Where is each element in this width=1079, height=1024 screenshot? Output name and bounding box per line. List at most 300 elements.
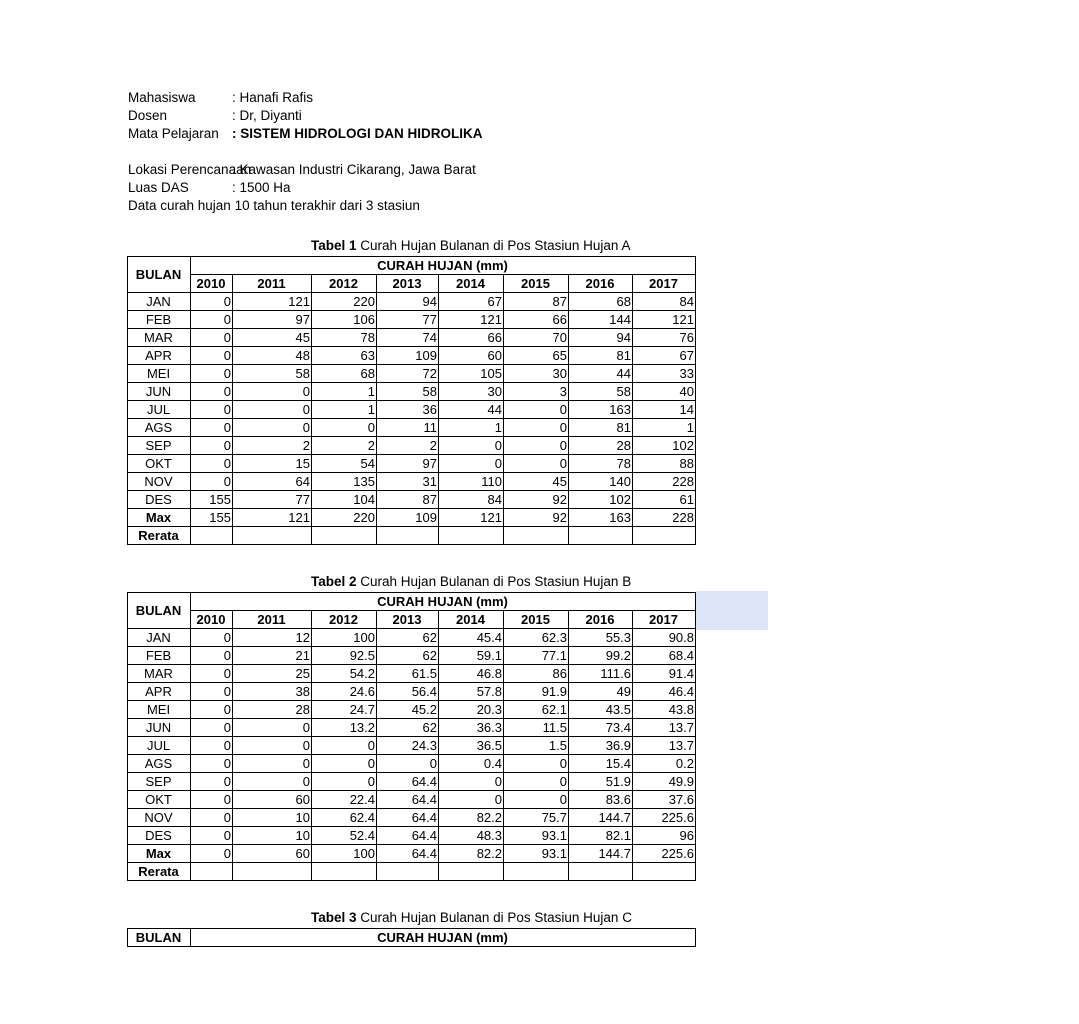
value-cell: 0 — [377, 755, 439, 773]
value-cell — [312, 863, 377, 881]
month-cell: JUN — [128, 383, 191, 401]
year-header: 2010 — [191, 611, 233, 629]
value-cell: 62.3 — [504, 629, 569, 647]
value-cell: 0.4 — [439, 755, 504, 773]
value-cell: 94 — [377, 293, 439, 311]
header-note: Data curah hujan 10 tahun terakhir dari 3 stasiun — [128, 198, 420, 213]
table-row — [128, 719, 696, 737]
month-cell: DES — [128, 827, 191, 845]
value-cell: 0 — [191, 755, 233, 773]
value-cell — [191, 863, 233, 881]
column-header-bulan: BULAN — [128, 257, 191, 293]
value-cell: 37.6 — [633, 791, 696, 809]
month-cell: AGS — [128, 419, 191, 437]
value-cell: 46.4 — [633, 683, 696, 701]
value-cell: 45 — [233, 329, 312, 347]
value-cell: 60 — [233, 845, 312, 863]
value-cell: 60 — [233, 791, 312, 809]
value-cell: 64.4 — [377, 827, 439, 845]
value-cell: 0 — [504, 437, 569, 455]
year-header: 2011 — [233, 611, 312, 629]
value-cell: 140 — [569, 473, 633, 491]
value-cell: 144 — [569, 311, 633, 329]
value-cell: 75.7 — [504, 809, 569, 827]
max-row — [128, 509, 696, 527]
value-cell: 24.7 — [312, 701, 377, 719]
value-cell: 111.6 — [569, 665, 633, 683]
value-cell: 77.1 — [504, 647, 569, 665]
header-line-mahasiswa — [128, 89, 483, 107]
value-cell: 36.5 — [439, 737, 504, 755]
value-cell: 0 — [439, 773, 504, 791]
value-cell: 0 — [504, 773, 569, 791]
table-row — [128, 293, 696, 311]
value-cell: 0 — [312, 755, 377, 773]
value-cell: 25 — [233, 665, 312, 683]
value-cell: 93.1 — [504, 845, 569, 863]
value-cell: 121 — [439, 509, 504, 527]
value-cell: 0 — [191, 629, 233, 647]
value-cell: 3 — [504, 383, 569, 401]
selection-highlight — [696, 591, 768, 630]
month-cell: AGS — [128, 755, 191, 773]
value-cell: 24.3 — [377, 737, 439, 755]
value-cell: 11 — [377, 419, 439, 437]
value-cell: 220 — [312, 293, 377, 311]
value-cell: 92 — [504, 491, 569, 509]
month-cell: FEB — [128, 311, 191, 329]
rainfall-table-a — [127, 256, 696, 545]
table-row — [128, 401, 696, 419]
header-info — [128, 89, 483, 215]
month-cell: NOV — [128, 809, 191, 827]
value-cell: 1 — [312, 383, 377, 401]
value-cell: 88 — [633, 455, 696, 473]
value-cell: 24.6 — [312, 683, 377, 701]
value-cell: 60 — [439, 347, 504, 365]
value-cell: 0 — [233, 401, 312, 419]
value-cell: 0 — [312, 737, 377, 755]
table-3-caption-text: Curah Hujan Bulanan di Pos Stasiun Hujan C — [356, 910, 632, 925]
value-cell: 1 — [439, 419, 504, 437]
month-cell: JUL — [128, 737, 191, 755]
value-cell: 28 — [569, 437, 633, 455]
value-cell: 0 — [312, 419, 377, 437]
year-row — [128, 275, 696, 293]
value-cell: 100 — [312, 629, 377, 647]
value-cell: 0 — [191, 791, 233, 809]
year-header: 2016 — [569, 275, 633, 293]
value-cell: 0 — [233, 719, 312, 737]
value-cell: 225.6 — [633, 845, 696, 863]
value-cell: 228 — [633, 473, 696, 491]
value-cell: 0 — [191, 737, 233, 755]
table-3-label: Tabel 3 — [311, 910, 357, 925]
table-2-caption-text: Curah Hujan Bulanan di Pos Stasiun Hujan B — [356, 574, 632, 589]
table-row — [128, 329, 696, 347]
value-cell: 49 — [569, 683, 633, 701]
value-cell: 225.6 — [633, 809, 696, 827]
value-cell — [439, 527, 504, 545]
value-cell: 43.8 — [633, 701, 696, 719]
value-cell: 55.3 — [569, 629, 633, 647]
rerata-row — [128, 527, 696, 545]
value-cell: 0.2 — [633, 755, 696, 773]
value-cell: 87 — [377, 491, 439, 509]
year-header: 2011 — [233, 275, 312, 293]
year-header: 2016 — [569, 611, 633, 629]
table-row — [128, 737, 696, 755]
value-cell: 87 — [504, 293, 569, 311]
value-cell: 1.5 — [504, 737, 569, 755]
value-cell: 38 — [233, 683, 312, 701]
value-cell: 121 — [439, 311, 504, 329]
value-cell: 63 — [312, 347, 377, 365]
year-header: 2012 — [312, 275, 377, 293]
month-cell: Rerata — [128, 863, 191, 881]
year-header: 2013 — [377, 275, 439, 293]
value-cell: 13.2 — [312, 719, 377, 737]
table-2-caption — [311, 574, 1079, 589]
value-cell: 99.2 — [569, 647, 633, 665]
header-row — [128, 257, 696, 275]
month-cell: SEP — [128, 437, 191, 455]
value-cell: 0 — [504, 455, 569, 473]
value-cell: 92.5 — [312, 647, 377, 665]
table-row — [128, 647, 696, 665]
value-cell: 155 — [191, 491, 233, 509]
value-cell: 45.4 — [439, 629, 504, 647]
value-cell: 163 — [569, 509, 633, 527]
year-header: 2015 — [504, 275, 569, 293]
month-cell: DES — [128, 491, 191, 509]
value-cell: 105 — [439, 365, 504, 383]
header-value — [232, 125, 483, 143]
month-cell: MEI — [128, 701, 191, 719]
table-row — [128, 419, 696, 437]
value-cell: 66 — [439, 329, 504, 347]
month-cell: APR — [128, 347, 191, 365]
value-cell: 0 — [191, 311, 233, 329]
value-cell: 13.7 — [633, 737, 696, 755]
value-cell — [504, 863, 569, 881]
value-cell: 0 — [191, 455, 233, 473]
table-row — [128, 809, 696, 827]
value-cell — [233, 863, 312, 881]
value-cell: 62 — [377, 647, 439, 665]
value-cell: 102 — [633, 437, 696, 455]
page-cutoff — [0, 949, 768, 1024]
table-row — [128, 773, 696, 791]
value-cell: 68.4 — [633, 647, 696, 665]
value-cell: 121 — [633, 311, 696, 329]
value-cell: 10 — [233, 827, 312, 845]
value-cell: 40 — [633, 383, 696, 401]
value-cell: 64.4 — [377, 791, 439, 809]
value-cell: 106 — [312, 311, 377, 329]
value-cell: 0 — [191, 293, 233, 311]
header-label: Mahasiswa — [128, 90, 196, 105]
month-cell: Rerata — [128, 527, 191, 545]
value-cell: 73.4 — [569, 719, 633, 737]
value-cell: 30 — [504, 365, 569, 383]
value-cell: 13.7 — [633, 719, 696, 737]
value-cell: 54 — [312, 455, 377, 473]
value-cell: 45 — [504, 473, 569, 491]
value-cell: 104 — [312, 491, 377, 509]
value-cell: 0 — [504, 401, 569, 419]
table-row — [128, 455, 696, 473]
value-cell: 220 — [312, 509, 377, 527]
table-row — [128, 491, 696, 509]
value-cell: 68 — [569, 293, 633, 311]
value-cell: 68 — [312, 365, 377, 383]
value-cell: 0 — [439, 791, 504, 809]
value-cell: 0 — [439, 437, 504, 455]
year-header: 2017 — [633, 611, 696, 629]
value-cell: 144.7 — [569, 809, 633, 827]
value-cell: 82.2 — [439, 845, 504, 863]
value-cell: 0 — [233, 383, 312, 401]
value-cell: 2 — [233, 437, 312, 455]
value-cell: 0 — [233, 773, 312, 791]
month-cell: OKT — [128, 455, 191, 473]
header-line-luas-das — [128, 179, 483, 197]
month-cell: FEB — [128, 647, 191, 665]
value-cell: 70 — [504, 329, 569, 347]
value-cell: 82.2 — [439, 809, 504, 827]
spacer — [128, 143, 483, 161]
value-cell: 0 — [191, 647, 233, 665]
header-line-dosen — [128, 107, 483, 125]
value-cell: 0 — [504, 755, 569, 773]
value-cell: 94 — [569, 329, 633, 347]
value-cell: 97 — [377, 455, 439, 473]
month-cell: JUN — [128, 719, 191, 737]
value-cell: 82.1 — [569, 827, 633, 845]
year-row — [128, 611, 696, 629]
table-row — [128, 383, 696, 401]
value-cell: 59.1 — [439, 647, 504, 665]
value-cell: 96 — [633, 827, 696, 845]
value-cell — [191, 527, 233, 545]
value-cell: 2 — [377, 437, 439, 455]
table-row — [128, 683, 696, 701]
value-cell: 228 — [633, 509, 696, 527]
value-cell: 64.4 — [377, 809, 439, 827]
value-cell: 83.6 — [569, 791, 633, 809]
header-label: Luas DAS — [128, 180, 189, 195]
table-1-caption-text: Curah Hujan Bulanan di Pos Stasiun Hujan A — [356, 238, 631, 253]
value-cell — [633, 863, 696, 881]
header-value: : 1500 Ha — [232, 180, 291, 195]
value-cell: 97 — [233, 311, 312, 329]
value-cell: 81 — [569, 419, 633, 437]
value-cell: 135 — [312, 473, 377, 491]
value-cell: 0 — [191, 329, 233, 347]
value-cell: 36.3 — [439, 719, 504, 737]
value-cell: 58 — [377, 383, 439, 401]
header-value: : Kawasan Industri Cikarang, Jawa Barat — [232, 162, 476, 177]
value-cell: 0 — [191, 773, 233, 791]
value-cell: 81 — [569, 347, 633, 365]
value-cell — [504, 527, 569, 545]
column-header-bulan: BULAN — [128, 593, 191, 629]
year-header: 2010 — [191, 275, 233, 293]
value-cell — [312, 527, 377, 545]
value-cell — [377, 527, 439, 545]
header-line-mata-pelajaran — [128, 125, 483, 143]
value-cell: 90.8 — [633, 629, 696, 647]
value-cell: 66 — [504, 311, 569, 329]
month-cell: NOV — [128, 473, 191, 491]
value-cell: 91.4 — [633, 665, 696, 683]
value-cell — [569, 527, 633, 545]
month-cell: SEP — [128, 773, 191, 791]
max-row — [128, 845, 696, 863]
value-cell: 33 — [633, 365, 696, 383]
value-cell: 14 — [633, 401, 696, 419]
header-row — [128, 929, 696, 947]
rainfall-table-c — [127, 928, 696, 947]
value-cell: 91.9 — [504, 683, 569, 701]
value-cell: 44 — [569, 365, 633, 383]
value-cell: 1 — [312, 401, 377, 419]
column-header-bulan: BULAN — [128, 929, 191, 947]
value-cell: 109 — [377, 347, 439, 365]
value-cell: 15 — [233, 455, 312, 473]
value-cell: 36 — [377, 401, 439, 419]
year-header: 2015 — [504, 611, 569, 629]
month-cell: MEI — [128, 365, 191, 383]
table-3-caption — [311, 910, 1079, 925]
value-cell: 1 — [633, 419, 696, 437]
header-line-lokasi — [128, 161, 483, 179]
month-cell: JAN — [128, 293, 191, 311]
month-cell: APR — [128, 683, 191, 701]
value-cell: 102 — [569, 491, 633, 509]
value-cell: 0 — [191, 347, 233, 365]
table-row — [128, 827, 696, 845]
table-row — [128, 665, 696, 683]
header-label: Mata Pelajaran — [128, 126, 219, 141]
value-cell: 0 — [191, 827, 233, 845]
value-cell: 31 — [377, 473, 439, 491]
year-header: 2017 — [633, 275, 696, 293]
value-cell: 109 — [377, 509, 439, 527]
value-cell: 0 — [191, 437, 233, 455]
value-cell: 78 — [569, 455, 633, 473]
value-cell: 56.4 — [377, 683, 439, 701]
value-cell: 64 — [233, 473, 312, 491]
value-cell: 62.1 — [504, 701, 569, 719]
month-cell: OKT — [128, 791, 191, 809]
value-cell: 30 — [439, 383, 504, 401]
value-cell: 93.1 — [504, 827, 569, 845]
value-cell: 121 — [233, 509, 312, 527]
table-row — [128, 437, 696, 455]
value-cell: 144.7 — [569, 845, 633, 863]
table-1-caption — [311, 238, 1079, 253]
header-value: : Hanafi Rafis — [232, 90, 314, 105]
table-row — [128, 701, 696, 719]
value-cell: 155 — [191, 509, 233, 527]
value-cell: 0 — [233, 755, 312, 773]
table-row — [128, 755, 696, 773]
value-cell: 28 — [233, 701, 312, 719]
value-cell: 0 — [233, 737, 312, 755]
header-label: Lokasi Perencanaan — [128, 162, 252, 177]
table-row — [128, 791, 696, 809]
year-header: 2014 — [439, 611, 504, 629]
value-cell: 0 — [191, 401, 233, 419]
value-cell: 12 — [233, 629, 312, 647]
header-label: Dosen — [128, 108, 168, 123]
value-cell: 84 — [633, 293, 696, 311]
value-cell: 74 — [377, 329, 439, 347]
table-row — [128, 347, 696, 365]
value-cell: 54.2 — [312, 665, 377, 683]
value-cell: 15.4 — [569, 755, 633, 773]
value-cell — [377, 863, 439, 881]
value-cell — [233, 527, 312, 545]
value-cell: 62 — [377, 629, 439, 647]
table-row — [128, 311, 696, 329]
column-header-curah-hujan: CURAH HUJAN (mm) — [191, 257, 696, 275]
value-cell: 78 — [312, 329, 377, 347]
value-cell: 163 — [569, 401, 633, 419]
value-cell: 51.9 — [569, 773, 633, 791]
value-cell: 48 — [233, 347, 312, 365]
table-2-label: Tabel 2 — [311, 574, 357, 589]
table-row — [128, 629, 696, 647]
value-cell: 0 — [191, 473, 233, 491]
rainfall-table-b — [127, 592, 696, 881]
value-cell: 72 — [377, 365, 439, 383]
value-cell: 11.5 — [504, 719, 569, 737]
value-cell: 49.9 — [633, 773, 696, 791]
month-cell: Max — [128, 845, 191, 863]
value-cell: 77 — [377, 311, 439, 329]
value-cell: 36.9 — [569, 737, 633, 755]
value-cell: 92 — [504, 509, 569, 527]
year-header: 2013 — [377, 611, 439, 629]
table-row — [128, 365, 696, 383]
value-cell: 77 — [233, 491, 312, 509]
value-cell: 84 — [439, 491, 504, 509]
value-cell: 67 — [439, 293, 504, 311]
value-cell: 61.5 — [377, 665, 439, 683]
value-cell: 0 — [191, 683, 233, 701]
value-cell — [569, 863, 633, 881]
value-cell — [439, 863, 504, 881]
value-cell: 10 — [233, 809, 312, 827]
value-cell: 20.3 — [439, 701, 504, 719]
value-cell: 0 — [191, 383, 233, 401]
value-cell: 52.4 — [312, 827, 377, 845]
value-cell: 0 — [191, 845, 233, 863]
value-cell: 64.4 — [377, 773, 439, 791]
year-header: 2014 — [439, 275, 504, 293]
value-cell: 0 — [191, 665, 233, 683]
month-cell: Max — [128, 509, 191, 527]
month-cell: JUL — [128, 401, 191, 419]
table-row — [128, 473, 696, 491]
rerata-row — [128, 863, 696, 881]
value-cell: 21 — [233, 647, 312, 665]
value-cell: 0 — [191, 719, 233, 737]
value-cell: 22.4 — [312, 791, 377, 809]
